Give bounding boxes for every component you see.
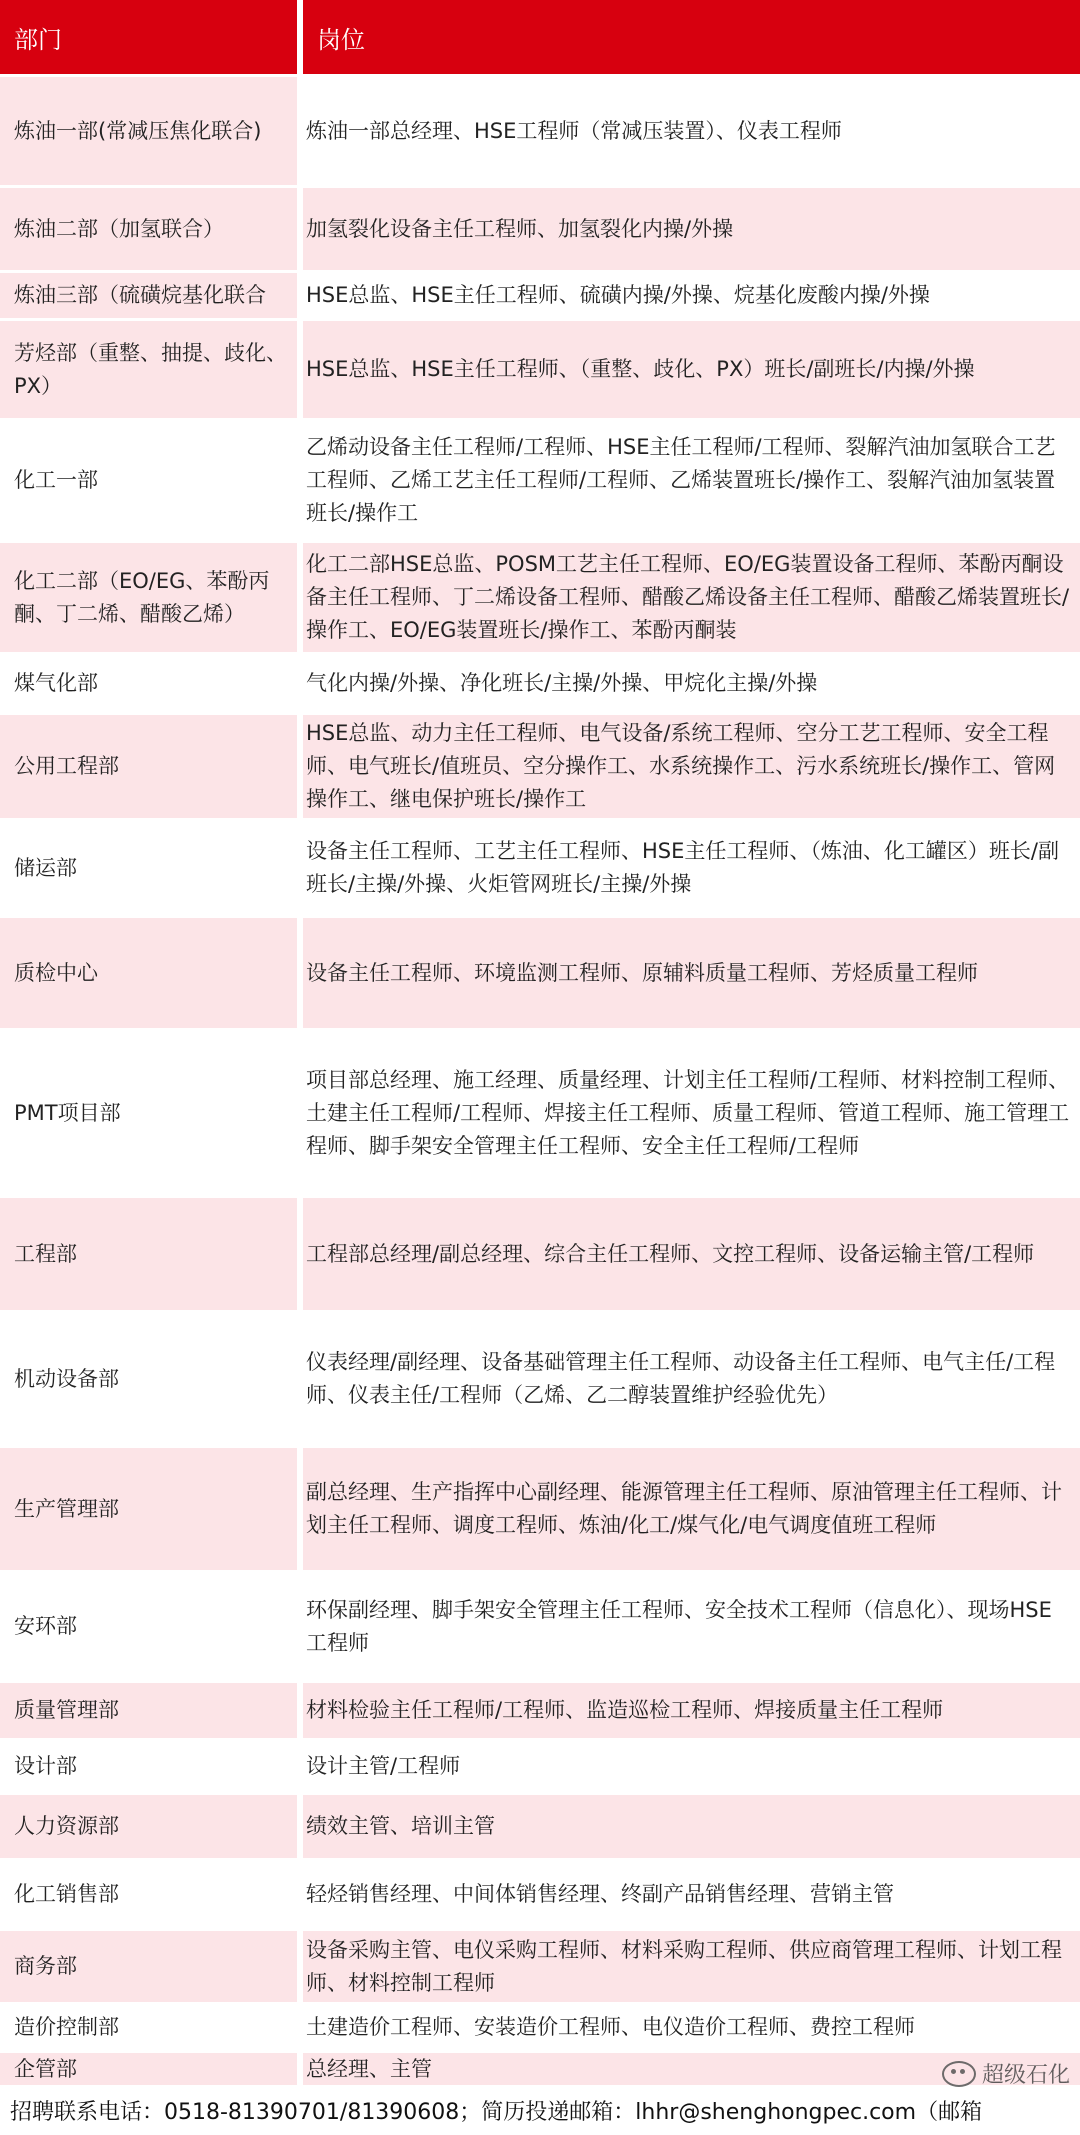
position-cell: [303, 821, 1080, 915]
position-label: 乙烯动设备主任工程师/工程师、HSE主任工程师/工程师、裂解汽油加氢联合工艺工程师、乙烯工艺主任工程师/工程师、乙烯装置班长/操作工、裂解汽油加氢装置班长/操作工: [306, 435, 1056, 525]
dept-label: 炼油一部(常减压焦化联合): [14, 118, 262, 143]
dept-cell: [0, 421, 297, 540]
position-cell: [303, 918, 1080, 1028]
dept-label: 商务部: [14, 1954, 77, 1978]
position-cell: [303, 77, 1080, 185]
dept-label: 企管部: [14, 2056, 77, 2081]
position-cell: [303, 655, 1080, 712]
dept-cell: [0, 1448, 297, 1570]
position-cell: [303, 1683, 1080, 1738]
dept-cell: [0, 77, 297, 185]
dept-label: 生产管理部: [14, 1496, 119, 1521]
position-label: HSE总监、HSE主任工程师、硫磺内操/外操、烷基化废酸内操/外操: [306, 283, 930, 307]
dept-label: 质检中心: [14, 960, 98, 985]
position-cell: [303, 1198, 1080, 1310]
position-cell: [303, 421, 1080, 540]
position-label: 设备采购主管、电仪采购工程师、材料采购工程师、供应商管理工程师、计划工程师、材料控制工程师: [306, 1937, 1062, 1995]
dept-label: 储运部: [14, 855, 77, 880]
dept-label: 煤气化部: [14, 671, 98, 695]
position-label: 土建造价工程师、安装造价工程师、电仪造价工程师、费控工程师: [306, 2015, 915, 2039]
contact-phone: 招聘联系电话：0518-81390701/81390608；: [10, 2099, 482, 2125]
dept-label: 炼油二部（加氢联合）: [14, 216, 224, 241]
position-cell: [303, 1931, 1080, 2002]
position-label: HSE总监、动力主任工程师、电气设备/系统工程师、空分工艺工程师、安全工程师、电气班长/值班员、空分操作工、水系统操作工、污水系统班长/操作工、管网操作工、继电保护班长/操作工: [306, 721, 1056, 811]
position-label: 环保副经理、脚手架安全管理主任工程师、安全技术工程师（信息化）、现场HSE工程师: [306, 1597, 1052, 1655]
position-label: 炼油一部总经理、HSE工程师（常减压装置）、仪表工程师: [306, 118, 842, 143]
wechat-icon: [942, 2061, 976, 2087]
position-cell: [303, 1741, 1080, 1792]
position-cell: [303, 1031, 1080, 1195]
footer-contact: [0, 2085, 1080, 2135]
position-cell: [303, 321, 1080, 418]
dept-label: 造价控制部: [14, 2015, 119, 2039]
watermark: [942, 2058, 1070, 2089]
dept-label: 化工一部: [14, 468, 98, 492]
dept-cell: [0, 188, 297, 270]
position-cell: [303, 1861, 1080, 1928]
position-label: 总经理、主管: [306, 2056, 432, 2081]
dept-cell: [0, 1795, 297, 1858]
dept-label: 化工二部（EO/EG、苯酚丙酮、丁二烯、醋酸乙烯）: [14, 568, 270, 626]
dept-cell: [0, 1683, 297, 1738]
dept-cell: [0, 918, 297, 1028]
position-label: 轻烃销售经理、中间体销售经理、终副产品销售经理、营销主管: [306, 1882, 894, 1906]
position-cell: [303, 1795, 1080, 1858]
position-label: HSE总监、HSE主任工程师、（重整、歧化、PX）班长/副班长/内操/外操: [306, 357, 975, 381]
dept-cell: [0, 321, 297, 418]
dept-label: PMT项目部: [14, 1100, 121, 1125]
position-label: 绩效主管、培训主管: [306, 1814, 495, 1838]
position-cell: [303, 188, 1080, 270]
dept-cell: [0, 2053, 297, 2085]
dept-cell: [0, 1031, 297, 1195]
position-cell: [303, 715, 1080, 818]
dept-label: 化工销售部: [14, 1882, 119, 1906]
dept-label: 炼油三部（硫磺烷基化联合: [14, 283, 266, 307]
header-position: 岗位: [303, 0, 1080, 74]
position-label: 副总经理、生产指挥中心副经理、能源管理主任工程师、原油管理主任工程师、计划主任工程师、调度工程师、炼油/化工/煤气化/电气调度值班工程师: [306, 1480, 1062, 1537]
dept-cell: [0, 821, 297, 915]
dept-cell: [0, 715, 297, 818]
dept-cell: [0, 273, 297, 318]
dept-cell: [0, 543, 297, 652]
contact-email: 简历投递邮箱：lhhr@shenghongpec.com（邮箱: [481, 2099, 983, 2125]
dept-cell: [0, 655, 297, 712]
position-cell: [303, 1573, 1080, 1680]
dept-label: 工程部: [14, 1241, 77, 1266]
dept-cell: [0, 1313, 297, 1445]
position-label: 设备主任工程师、工艺主任工程师、HSE主任工程师、（炼油、化工罐区）班长/副班长/主操/外操、火炬管网班长/主操/外操: [306, 839, 1059, 896]
dept-cell: [0, 1573, 297, 1680]
dept-cell: [0, 1741, 297, 1792]
dept-label: 质量管理部: [14, 1698, 119, 1722]
position-label: 气化内操/外操、净化班长/主操/外操、甲烷化主操/外操: [306, 671, 818, 695]
watermark-text: 超级石化: [981, 2063, 1070, 2088]
dept-label: 公用工程部: [14, 754, 119, 778]
position-cell: [303, 273, 1080, 318]
dept-cell: [0, 1198, 297, 1310]
position-cell: [303, 1313, 1080, 1445]
position-cell: [303, 1448, 1080, 1570]
dept-label: 安环部: [14, 1614, 77, 1638]
header-dept: 部门: [0, 0, 297, 74]
position-label: 设备主任工程师、环境监测工程师、原辅料质量工程师、芳烃质量工程师: [306, 960, 978, 985]
dept-label: 机动设备部: [14, 1366, 119, 1391]
dept-label: 芳烃部（重整、抽提、歧化、PX）: [14, 340, 287, 398]
position-label: 化工二部HSE总监、POSM工艺主任工程师、EO/EG装置设备工程师、苯酚丙酮设备主任工程师、丁二烯设备工程师、醋酸乙烯设备主任工程师、醋酸乙烯装置班长/操作工、EO/EG装置班长/操作工、苯酚丙酮装: [306, 552, 1070, 642]
position-cell: [303, 2005, 1080, 2050]
position-cell: [303, 543, 1080, 652]
position-label: 材料检验主任工程师/工程师、监造巡检工程师、焊接质量主任工程师: [306, 1698, 944, 1722]
position-label: 仪表经理/副经理、设备基础管理主任工程师、动设备主任工程师、电气主任/工程师、仪表主任/工程师（乙烯、乙二醇装置维护经验优先）: [306, 1350, 1056, 1407]
position-label: 工程部总经理/副总经理、综合主任工程师、文控工程师、设备运输主管/工程师: [306, 1241, 1035, 1266]
position-label: 项目部总经理、施工经理、质量经理、计划主任工程师/工程师、材料控制工程师、土建主任工程师/工程师、焊接主任工程师、质量工程师、管道工程师、施工管理工程师、脚手架安全管理主任工程师、安全主任工程师/工程师: [306, 1067, 1070, 1158]
dept-cell: [0, 2005, 297, 2050]
dept-cell: [0, 1861, 297, 1928]
dept-cell: [0, 1931, 297, 2002]
position-label: 设计主管/工程师: [306, 1754, 461, 1778]
dept-label: 设计部: [14, 1754, 77, 1778]
dept-label: 人力资源部: [14, 1814, 119, 1838]
position-label: 加氢裂化设备主任工程师、加氢裂化内操/外操: [306, 216, 734, 241]
